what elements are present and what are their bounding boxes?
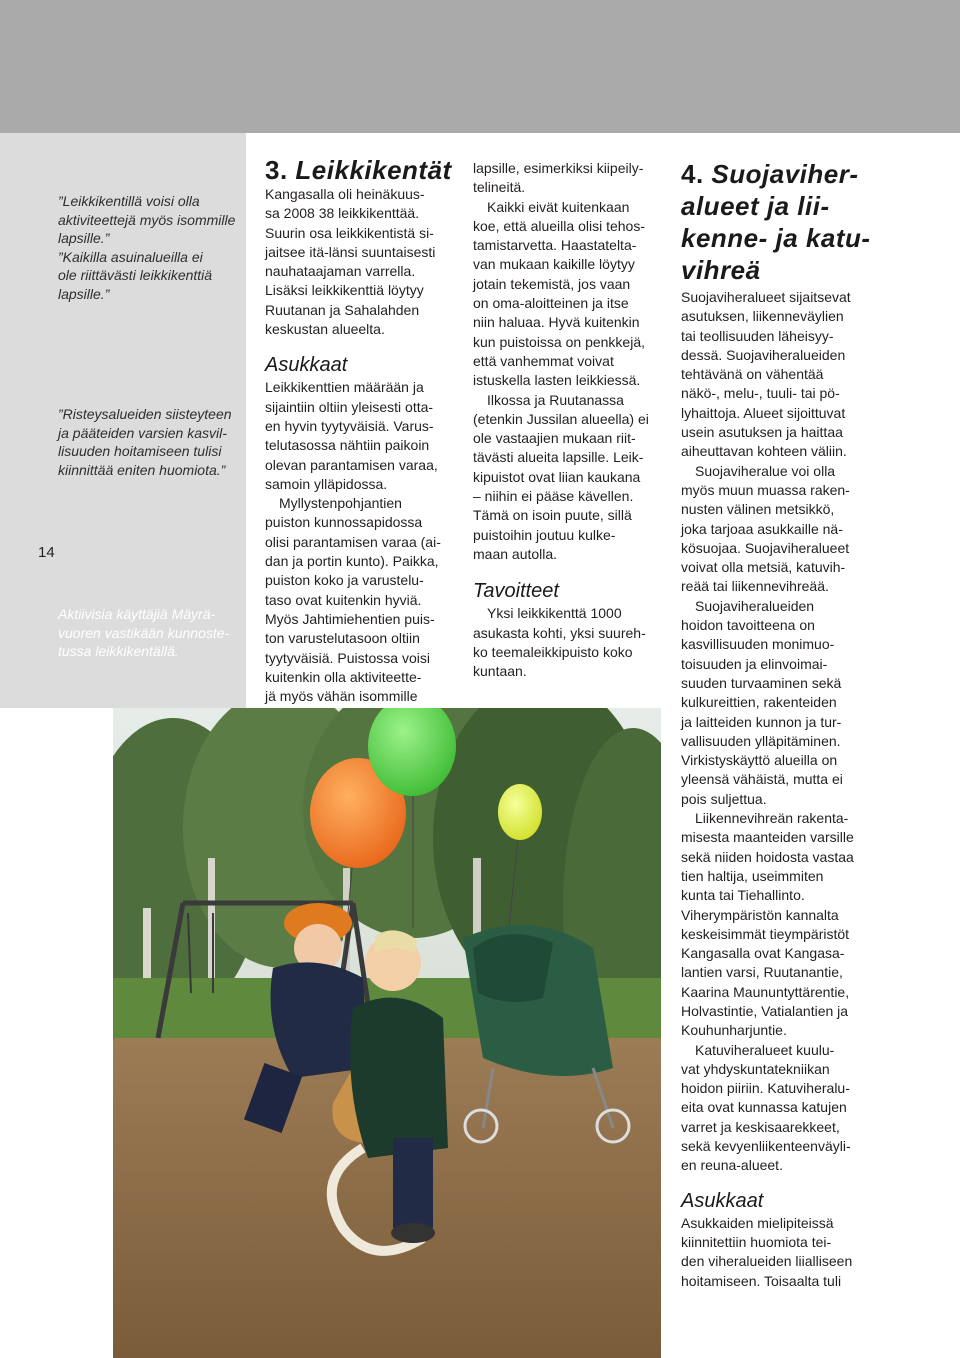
text-line: taso ovat kuitenkin hyviä. [265, 591, 422, 608]
text-line: puiston koko ja varustelu- [265, 572, 424, 589]
text-line: tamistarvetta. Haastatelta- [473, 237, 637, 254]
text-line: keskustan alueelta. [265, 321, 385, 338]
text-line: asutuksen, liikenneväylien [681, 308, 844, 325]
text-line: van mukaan kaikille löytyy [473, 256, 635, 273]
text-line: en hyvin tyytyväisiä. Varus- [265, 417, 434, 434]
text-line: reää tai liikennevihreää. [681, 578, 829, 595]
yellow-balloon [498, 784, 542, 840]
text-line: puistoihin joutuu kulke- [473, 526, 616, 543]
text-line: ole vastaajien mukaan riit- [473, 430, 636, 447]
text-line: myös muun muassa raken- [681, 481, 850, 498]
text-line: jä myös vähän isommille [265, 688, 418, 705]
subheading-residents: Asukkaat [681, 1189, 764, 1212]
text-line: Suojaviheralue voi olla [695, 462, 836, 479]
text-line: Leikkikenttien määrään ja [265, 379, 424, 396]
text-line: on oma-aloitteinen ja itse [473, 295, 629, 312]
section-heading-3 [265, 155, 470, 185]
section-heading-4 [681, 158, 876, 286]
text-line: istuskella lasten leikkiessä. [473, 372, 641, 389]
section-number: 4. [681, 159, 712, 189]
text-line: vat yhdyskuntatekniikan [681, 1060, 830, 1077]
text-line: samoin ylläpidossa. [265, 475, 388, 492]
text-line: ton varustelutasoon oltiin [265, 630, 420, 647]
text-line: nusten välinen metsikkö, [681, 501, 835, 518]
page-number: 14 [38, 544, 55, 561]
text-line: koe, että alueilla olisi tehos- [473, 217, 645, 234]
text-line: ”Kaikilla asuinalueilla ei [58, 248, 203, 265]
text-line: sekä niiden hoidosta vastaa [681, 848, 854, 865]
text-line: dessä. Suojaviheralueiden [681, 346, 846, 363]
text-line: Katuviheralueet kuulu- [695, 1041, 835, 1058]
text-line: Myös Jahtimiehentien puis- [265, 610, 435, 627]
text-line: aktiviteettejä myös isommille [58, 211, 236, 228]
text-line: lyhaittoja. Alueet sijoittuvat [681, 404, 846, 421]
text-line: Viherympäristön kannalta [681, 906, 839, 923]
text-line: ”Leikkikentillä voisi olla [58, 193, 200, 209]
text-line: näkö-, melu-, tuuli- tai pö- [681, 385, 840, 402]
text-line: eita ovat kunnassa katujen [681, 1099, 847, 1116]
section-title-line: Suojaviher- [711, 159, 859, 189]
text-line: misesta maanteiden varsille [681, 829, 854, 846]
text-line: dan ja portin kunto). Paikka, [265, 553, 439, 570]
text-line: toisuuden ja elinvoimai- [681, 655, 828, 672]
text-line: lapsille.” [58, 230, 110, 247]
text-line: ja pääteiden varsien kasvil- [58, 424, 227, 441]
top-gray-band [0, 0, 960, 133]
text-line: puiston kunnossapidossa [265, 514, 423, 531]
text-line: kipuistot ovat liian kaukana [473, 468, 641, 485]
text-line: kulkureittien, rakenteiden [681, 694, 837, 711]
paragraph [681, 288, 876, 462]
paragraph [473, 604, 668, 681]
paragraph [681, 1214, 876, 1291]
text-line: Ruutanan ja Sahalahden [265, 301, 420, 318]
subheading-residents: Asukkaat [265, 354, 348, 377]
subheading-goals: Tavoitteet [473, 580, 559, 603]
text-line: tai teollisuuden läheisyy- [681, 327, 834, 344]
text-line: Tämä on isoin puute, sillä [473, 507, 632, 524]
text-line: Holvastintie, Vatialantien ja [681, 1002, 849, 1019]
text-line: keskeisimmät tieympäristöt [681, 925, 850, 942]
text-line: usein asutuksen ja haittaa [681, 424, 843, 441]
paragraph [473, 159, 668, 198]
paragraph [681, 809, 876, 1041]
paragraph [265, 378, 470, 494]
section-title-line: vihreä [681, 255, 761, 285]
text-line: Myllystenpohjantien [279, 495, 402, 512]
text-line: ja laitteiden kunnon ja tur- [681, 713, 842, 730]
text-line: jotain tekemistä, jos vaan [473, 275, 631, 292]
text-line: olisi parantamisen varaa (ai- [265, 533, 441, 550]
column-continued [473, 159, 668, 681]
text-line: joka tarjoaa asukkaille nä- [681, 520, 843, 537]
text-line: tussa leikkikentällä. [58, 643, 179, 660]
text-line: kösuojaa. Suojaviheralueet [681, 539, 850, 556]
text-line: kuntaan. [473, 663, 527, 680]
text-line: Liikennevihreän rakenta- [695, 810, 849, 827]
text-line: – niihin ei pääse kävellen. [473, 488, 634, 505]
text-line: Kouhunharjuntie. [681, 1022, 787, 1039]
text-line: ko teemaleikkipuisto koko [473, 643, 633, 660]
text-line: sekä kevyenliikenteenväyli- [681, 1138, 851, 1155]
text-line: lapsille, esimerkiksi kiipeily- [473, 160, 644, 176]
text-line: hoitamiseen. Toisaalta tuli [681, 1272, 842, 1289]
text-line: suuden turvaaminen sekä [681, 674, 842, 691]
text-line: jaitsee itä-länsi suuntaisesti [265, 243, 436, 260]
column-buffer-green-areas [681, 158, 876, 1291]
section-title-line: kenne- ja katu- [681, 223, 871, 253]
quote-intersections [58, 405, 248, 479]
text-line: kiinnittää eniten huomiota.” [58, 461, 226, 478]
text-line: tehtävänä on vähentää [681, 366, 824, 383]
text-line: Aktiivisia käyttäjiä Mäyrä- [58, 606, 216, 622]
text-line: vuoren vastikään kunnoste- [58, 624, 230, 641]
text-line: aiheuttavan kohteen väliin. [681, 443, 847, 460]
text-line: nauhataajaman varrella. [265, 263, 416, 280]
text-line: Kaikki eivät kuitenkaan [487, 198, 630, 215]
paragraph [681, 1041, 876, 1176]
text-line: asukasta kohti, yksi suureh- [473, 624, 646, 641]
section-title: Leikkikentät [295, 155, 452, 185]
quote-playgrounds [58, 192, 248, 304]
text-line: tien haltija, useimmiten [681, 867, 824, 884]
playground-photo [113, 708, 661, 1358]
text-line: voivat olla metsiä, katuvih- [681, 559, 846, 576]
text-line: sijaintiin oltiin yleisesti otta- [265, 398, 434, 415]
text-line: ”Risteysalueiden siisteyteen [58, 406, 232, 422]
text-line: vallisuuden ylläpitäminen. [681, 732, 841, 749]
text-line: hoidon piiriin. Katuviheralu- [681, 1080, 850, 1097]
text-line: kun puistoissa on penkkejä, [473, 333, 645, 350]
text-line: kuitenkin olla aktiviteette- [265, 668, 422, 685]
text-line: Virkistyskäyttö alueilla on [681, 752, 838, 769]
text-line: Kangasalla oli heinäkuus- [265, 186, 425, 202]
text-line: Kaarina Maununtyttärentie, [681, 983, 850, 1000]
section-title-line: alueet ja lii- [681, 191, 830, 221]
intro-paragraph [265, 185, 470, 339]
text-line: sa 2008 38 leikkikenttää. [265, 205, 420, 222]
text-line: (etenkin Jussilan alueella) ei [473, 410, 649, 427]
text-line: kiinnitettiin huomiota tei- [681, 1233, 832, 1250]
text-line: lantien varsi, Ruutanantie, [681, 964, 843, 981]
text-line: Kangasalla ovat Kangasa- [681, 945, 845, 962]
paragraph [681, 462, 876, 597]
playground-photo-illustration [113, 708, 661, 1358]
text-line: den viheralueiden liialliseen [681, 1253, 853, 1270]
text-line: en reuna-alueet. [681, 1157, 783, 1174]
text-line: että vanhemmat voivat [473, 352, 614, 369]
text-line: varret ja keskisaarekkeet, [681, 1118, 840, 1135]
text-line: yleensä vähäistä, mutta ei [681, 771, 843, 788]
text-line: hoidon tavoitteena on [681, 617, 815, 634]
section-number: 3. [265, 155, 288, 185]
text-line: niin haluaa. Hyvä kuitenkin [473, 314, 640, 331]
text-line: tyytyväisiä. Puistossa voisi [265, 649, 430, 666]
text-line: pois suljettua. [681, 790, 767, 807]
text-line: Asukkaiden mielipiteissä [681, 1214, 834, 1231]
text-line: Yksi leikkikenttä 1000 [487, 605, 622, 622]
paragraph [473, 198, 668, 391]
text-line: Suojaviheralueiden [695, 597, 815, 614]
text-line: Suojaviheralueet sijaitsevat [681, 289, 851, 305]
paragraph [681, 597, 876, 809]
text-line: lisuuden hoitamiseen tulisi [58, 443, 222, 460]
text-line: telutasossa nähtiin paikoin [265, 437, 430, 454]
text-line: olevan parantamisen varaa, [265, 456, 438, 473]
text-line: kunta tai Tiehallinto. [681, 887, 805, 904]
text-line: tävästi alueita lapsille. Leik- [473, 449, 644, 466]
paragraph [265, 494, 470, 706]
column-playgrounds [265, 155, 470, 706]
text-line: Ilkossa ja Ruutanassa [487, 391, 624, 408]
paragraph [473, 391, 668, 565]
text-line: maan autolla. [473, 545, 558, 562]
text-line: kasvillisuuden monimuo- [681, 636, 835, 653]
text-line: lapsille.” [58, 285, 110, 302]
text-line: Lisäksi leikkikenttiä löytyy [265, 282, 424, 299]
text-line: Suurin osa leikkikentistä si- [265, 224, 434, 241]
photo-caption [58, 605, 238, 661]
text-line: ole riittävästi leikkikenttiä [58, 267, 213, 284]
text-line: telineitä. [473, 179, 526, 196]
